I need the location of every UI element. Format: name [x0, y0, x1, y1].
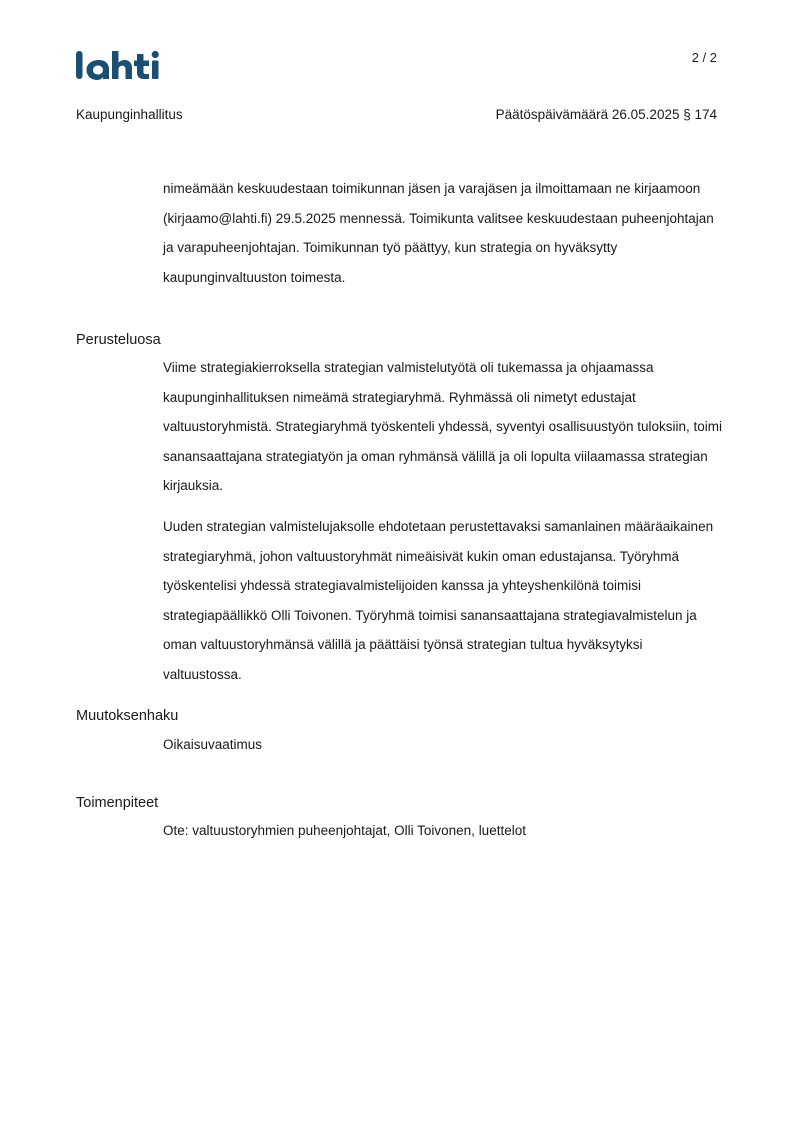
lahti-logo: [75, 47, 167, 83]
toimenpiteet-text: Ote: valtuustoryhmien puheenjohtajat, Olli Toivonen, luettelot: [163, 823, 526, 838]
section-heading-perusteluosa: Perusteluosa: [76, 332, 161, 348]
lahti-logo-icon: [75, 47, 167, 83]
muutoksenhaku-text: Oikaisuvaatimus: [163, 737, 263, 752]
perusteluosa-paragraph-1: Viime strategiakierroksella strategian valmistelutyötä oli tukemassa ja ohjaamassa kaupunginhallituksen nimeämä strategiaryhmä. Ryhmässä oli nimetyt edustajat valtuustoryhmistä. Strategiaryhmä työskenteli yhdessä, syventyi osallisuustyön tuloksiin, toimi sanansaattajana strategiatyön ja oman ryhmänsä välillä ja oli lopulta viilaamassa strategian kirjauksia.: [163, 360, 722, 493]
decision-info: Päätöspäivämäärä 26.05.2025 § 174: [495, 107, 717, 122]
body-name: Kaupunginhallitus: [76, 107, 183, 122]
page-number: 2 / 2: [691, 50, 717, 65]
section-heading-toimenpiteet: Toimenpiteet: [76, 795, 159, 811]
intro-paragraph: nimeämään keskuudestaan toimikunnan jäsen ja varajäsen ja ilmoittamaan ne kirjaamoon (kirjaamo@lahti.fi) 29.5.2025 mennessä. Toimikunta valitsee keskuudestaan puheenjohtajan ja varapuheenjohtajan. Toimikunnan työ päättyy, kun strategia on hyväksytty kaupunginvaltuuston toimesta.: [163, 181, 714, 285]
section-heading-muutoksenhaku: Muutoksenhaku: [76, 708, 179, 724]
perusteluosa-paragraph-2: Uuden strategian valmistelujaksolle ehdotetaan perustettavaksi samanlainen määräaikainen strategiaryhmä, johon valtuustoryhmät nimeäisivät kukin oman edustajansa. Työryhmä työskentelisi yhdessä strategiavalmistelijoiden kanssa ja yhteyshenkilönä toimisi strategiapäällikkö Olli Toivonen. Työryhmä toimisi sanansaattajana strategiavalmistelun ja oman valtuustoryhmänsä välillä ja päättäisi työnsä strategian tultua hyväksytyksi valtuustossa.: [163, 519, 714, 682]
